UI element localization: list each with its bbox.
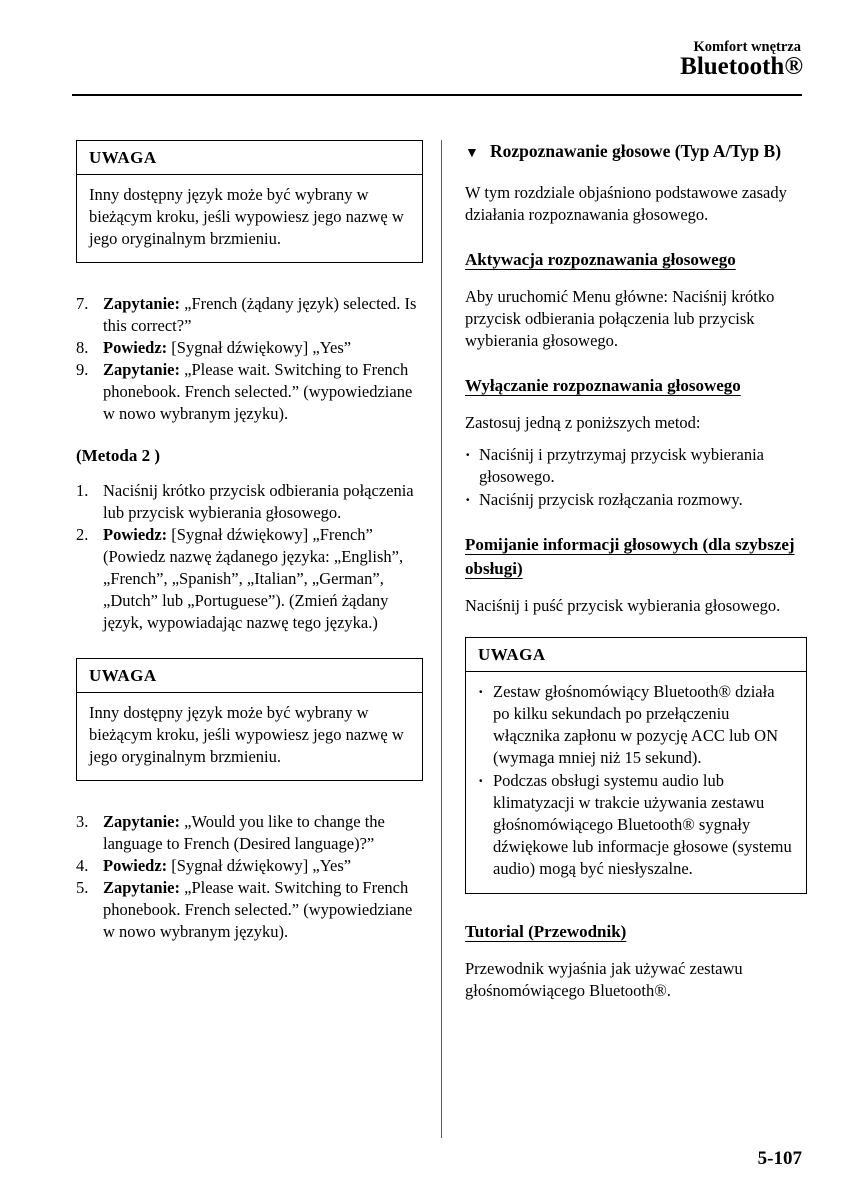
section-title: Rozpoznawanie głosowe (Typ A/Typ B) bbox=[490, 141, 782, 161]
list-item-text: „French (żądany język) selected. Is this correct?” bbox=[103, 294, 417, 335]
list-item bbox=[76, 524, 423, 634]
bullet-item bbox=[478, 770, 794, 880]
list-item bbox=[76, 855, 423, 877]
list-item-body bbox=[103, 877, 423, 943]
note-title: UWAGA bbox=[77, 659, 422, 693]
numbered-list-7-9 bbox=[76, 293, 423, 425]
intro-paragraph: W tym rozdziale objaśniono podstawowe zasady działania rozpoznawania głosowego. bbox=[465, 183, 787, 224]
list-item-label: Zapytanie: bbox=[103, 294, 181, 313]
section-triangle-icon: ▼ bbox=[465, 146, 479, 161]
paragraph: Zastosuj jedną z poniższych metod: bbox=[465, 413, 701, 432]
list-item-label: Powiedz: bbox=[103, 525, 168, 544]
note-body: Inny dostępny język może być wybrany w bieżącym kroku, jeśli wypowiesz jego nazwę w jego oryginalnym brzmieniu. bbox=[89, 185, 404, 248]
bullet-item bbox=[465, 444, 807, 488]
bullet-text: Naciśnij i przytrzymaj przycisk wybierania głosowego. bbox=[479, 445, 764, 486]
list-item bbox=[76, 480, 423, 524]
bullet-text: Zestaw głośnomówiący Bluetooth® działa po kilku sekundach po przełączeniu włącznika zapłonu w pozycję ACC lub ON (wymaga mniej niż 15 sekund). bbox=[493, 682, 779, 767]
note-title: UWAGA bbox=[466, 638, 806, 672]
numbered-list-1-2 bbox=[76, 480, 423, 634]
subsection-heading-skip-prompts: Pomijanie informacji głosowych (dla szybszej obsługi) bbox=[465, 535, 795, 578]
page-number: 5-107 bbox=[757, 1148, 802, 1169]
list-item-text: [Sygnał dźwiękowy] „French” (Powiedz nazwę żądanego języka: „English”, „French”, „Spanish”, „Italian”, „German”, „Dutch” lub „Portuguese”). (Zmień żądany język, wypowiadając nazwę tego języka.) bbox=[103, 525, 404, 632]
list-item-body bbox=[103, 855, 423, 877]
bullet-icon: · bbox=[478, 771, 484, 790]
breadcrumb: Komfort wnętrza bbox=[693, 39, 801, 55]
list-item bbox=[76, 359, 423, 425]
list-item-text: „Would you like to change the language to French (Desired language)?” bbox=[103, 812, 385, 853]
note-title: UWAGA bbox=[77, 141, 422, 175]
list-item-body bbox=[103, 811, 423, 855]
paragraph: Przewodnik wyjaśnia jak używać zestawu głośnomówiącego Bluetooth®. bbox=[465, 959, 743, 1000]
bullet-text: Podczas obsługi systemu audio lub klimatyzacji w trakcie używania zestawu głośnomówiącego Bluetooth® sygnały dźwiękowe lub informacje głosowe (systemu audio) mogą być niesłyszalne. bbox=[493, 771, 792, 878]
note-box-right bbox=[465, 637, 807, 894]
list-item bbox=[76, 293, 423, 337]
list-item-body bbox=[103, 337, 423, 359]
list-item bbox=[76, 811, 423, 855]
header-rule bbox=[72, 94, 802, 96]
note-box-2 bbox=[76, 658, 423, 781]
column-divider bbox=[441, 140, 442, 1138]
paragraph: Naciśnij i puść przycisk wybierania głosowego. bbox=[465, 596, 781, 615]
right-column bbox=[465, 140, 807, 1016]
list-item bbox=[76, 337, 423, 359]
list-item-body bbox=[103, 293, 423, 337]
list-item-text: [Sygnał dźwiękowy] „Yes” bbox=[171, 338, 352, 357]
note-box-1 bbox=[76, 140, 423, 263]
note-body: Inny dostępny język może być wybrany w bieżącym kroku, jeśli wypowiesz jego nazwę w jego oryginalnym brzmieniu. bbox=[89, 703, 404, 766]
section-heading bbox=[465, 140, 807, 165]
list-item-label: Zapytanie: bbox=[103, 812, 181, 831]
bullet-list bbox=[465, 444, 807, 511]
list-item-number: 5. bbox=[76, 878, 89, 897]
list-item-label: Powiedz: bbox=[103, 338, 168, 357]
list-item-text: „Please wait. Switching to French phonebook. French selected.” (wypowiedziane w nowo wybranym języku). bbox=[103, 360, 413, 423]
method-2-heading: (Metoda 2 ) bbox=[76, 446, 161, 465]
list-item-number: 7. bbox=[76, 294, 89, 313]
bullet-item bbox=[478, 681, 794, 769]
numbered-list-3-5 bbox=[76, 811, 423, 943]
list-item-text: Naciśnij krótko przycisk odbierania połączenia lub przycisk wybierania głosowego. bbox=[103, 481, 414, 522]
list-item-number: 2. bbox=[76, 525, 89, 544]
subsection-heading-activation: Aktywacja rozpoznawania głosowego bbox=[465, 250, 736, 269]
list-item-label: Zapytanie: bbox=[103, 360, 181, 379]
list-item-number: 9. bbox=[76, 360, 89, 379]
left-column bbox=[76, 140, 423, 947]
paragraph: Aby uruchomić Menu główne: Naciśnij krótko przycisk odbierania połączenia lub przycisk wybierania głosowego. bbox=[465, 287, 775, 350]
bullet-icon: · bbox=[465, 490, 471, 509]
bullet-icon: · bbox=[465, 445, 471, 464]
bullet-text: Naciśnij przycisk rozłączania rozmowy. bbox=[479, 490, 743, 509]
list-item-number: 3. bbox=[76, 812, 89, 831]
list-item-body bbox=[103, 359, 423, 425]
list-item-text: „Please wait. Switching to French phonebook. French selected.” (wypowiedziane w nowo wybranym języku). bbox=[103, 878, 413, 941]
bullet-icon: · bbox=[478, 682, 484, 701]
list-item-label: Powiedz: bbox=[103, 856, 168, 875]
list-item-text: [Sygnał dźwiękowy] „Yes” bbox=[171, 856, 352, 875]
list-item-body bbox=[103, 524, 423, 634]
list-item-body bbox=[103, 480, 423, 524]
page-title: Bluetooth® bbox=[680, 53, 803, 80]
list-item-number: 1. bbox=[76, 481, 89, 500]
note-body bbox=[466, 672, 806, 893]
list-item-label: Zapytanie: bbox=[103, 878, 181, 897]
list-item-number: 4. bbox=[76, 856, 89, 875]
subsection-heading-tutorial: Tutorial (Przewodnik) bbox=[465, 922, 627, 941]
bullet-item bbox=[465, 489, 807, 511]
list-item-number: 8. bbox=[76, 338, 89, 357]
list-item bbox=[76, 877, 423, 943]
subsection-heading-deactivation: Wyłączanie rozpoznawania głosowego bbox=[465, 376, 741, 395]
